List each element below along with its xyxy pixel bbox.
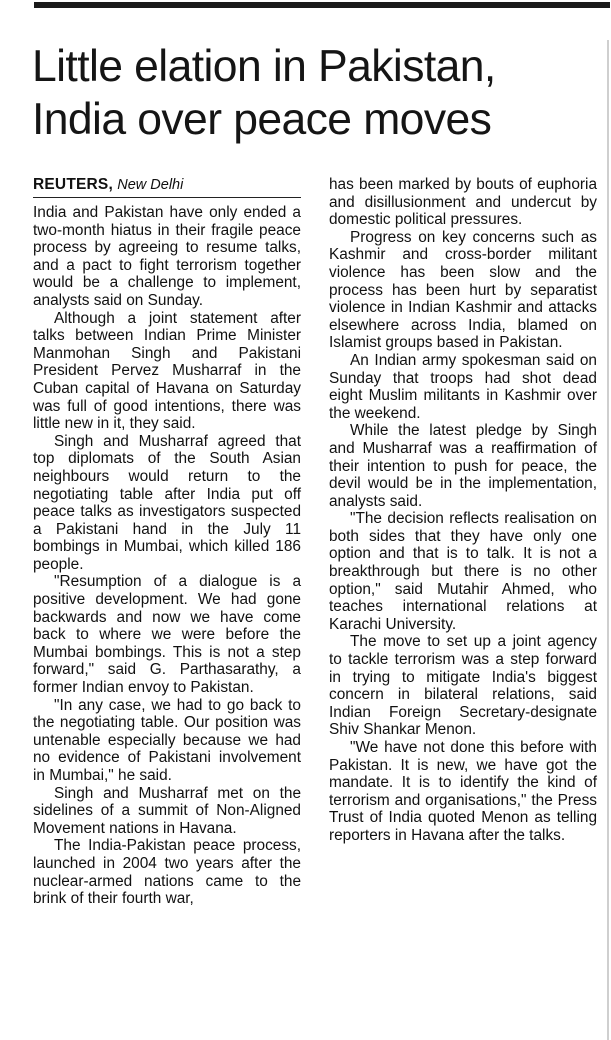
paragraph: While the latest pledge by Singh and Musharraf was a reaffirmation of their intention to push for peace, the devil would be in the implementation, analysts said. [329, 422, 597, 510]
paragraph: "Resumption of a dialogue is a positive development. We had gone backwards and now we have come back to where we were before the Mumbai bombings. This is not a step forward," said G. Parthasarathy, a former Indian envoy to Pakistan. [33, 573, 301, 697]
paragraph-continued: has been marked by bouts of euphoria and disillusionment and undercut by domestic political pressures. [329, 176, 597, 229]
headline [32, 40, 604, 146]
page-edge [607, 40, 609, 1040]
article-column-left [33, 176, 301, 908]
paragraph: Singh and Musharraf agreed that top diplomats of the South Asian neighbours would return to the negotiating table after India put off peace talks as investigators suspected a Pakistani hand in the July 11 bombings in Mumbai, which killed 186 people. [33, 432, 301, 573]
paragraph: An Indian army spokesman said on Sunday that troops had shot dead eight Muslim militants in Kashmir over the weekend. [329, 351, 597, 422]
paragraph: The India-Pakistan peace process, launched in 2004 two years after the nuclear-armed nations came to the brink of their fourth war, [33, 837, 301, 908]
paragraph: "In any case, we had to go back to the negotiating table. Our position was untenable especially because we had no evidence of Pakistani involvement in Mumbai," he said. [33, 696, 301, 784]
paragraph: Progress on key concerns such as Kashmir and cross-border militant violence has been slow and the process has been hurt by separatist violence in Indian Kashmir and attacks elsewhere across India, blamed on Islamist groups based in Pakistan. [329, 228, 597, 352]
paragraph: Singh and Musharraf met on the sidelines of a summit of Non-Aligned Movement nations in Havana. [33, 784, 301, 837]
headline-line-2: India over peace moves [32, 95, 492, 144]
headline-line-1: Little elation in Pakistan, [32, 42, 496, 91]
paragraph: Although a joint statement after talks between Indian Prime Minister Manmohan Singh and Pakistani President Pervez Musharraf in the Cuban capital of Havana on Saturday was full of good intentions, there was little new in it, they said. [33, 309, 301, 433]
paragraph: "We have not done this before with Pakistan. It is new, we have got the mandate. It is to identify the kind of terrorism and organisations," the Press Trust of India quoted Menon as telling reporters in Havana after the talks. [329, 739, 597, 844]
paragraph: "The decision reflects realisation on both sides that they have only one option and that is to talk. It is not a breakthrough but there is no other option," said Mutahir Ahmed, who teaches international relations at Karachi University. [329, 510, 597, 633]
byline-agency: REUTERS, [33, 176, 113, 193]
byline-location: New Delhi [117, 177, 184, 193]
byline [33, 176, 301, 198]
article-column-right [329, 176, 597, 845]
top-rule [34, 2, 610, 8]
paragraph: The move to set up a joint agency to tackle terrorism was a step forward in trying to mitigate India's biggest concern in bilateral relations, said Indian Foreign Secretary-designate Shiv Shankar Menon. [329, 633, 597, 739]
paragraph: India and Pakistan have only ended a two-month hiatus in their fragile peace process by agreeing to resume talks, and a pact to fight terrorism together would be a challenge to implement, analysts said on Sunday. [33, 204, 301, 309]
